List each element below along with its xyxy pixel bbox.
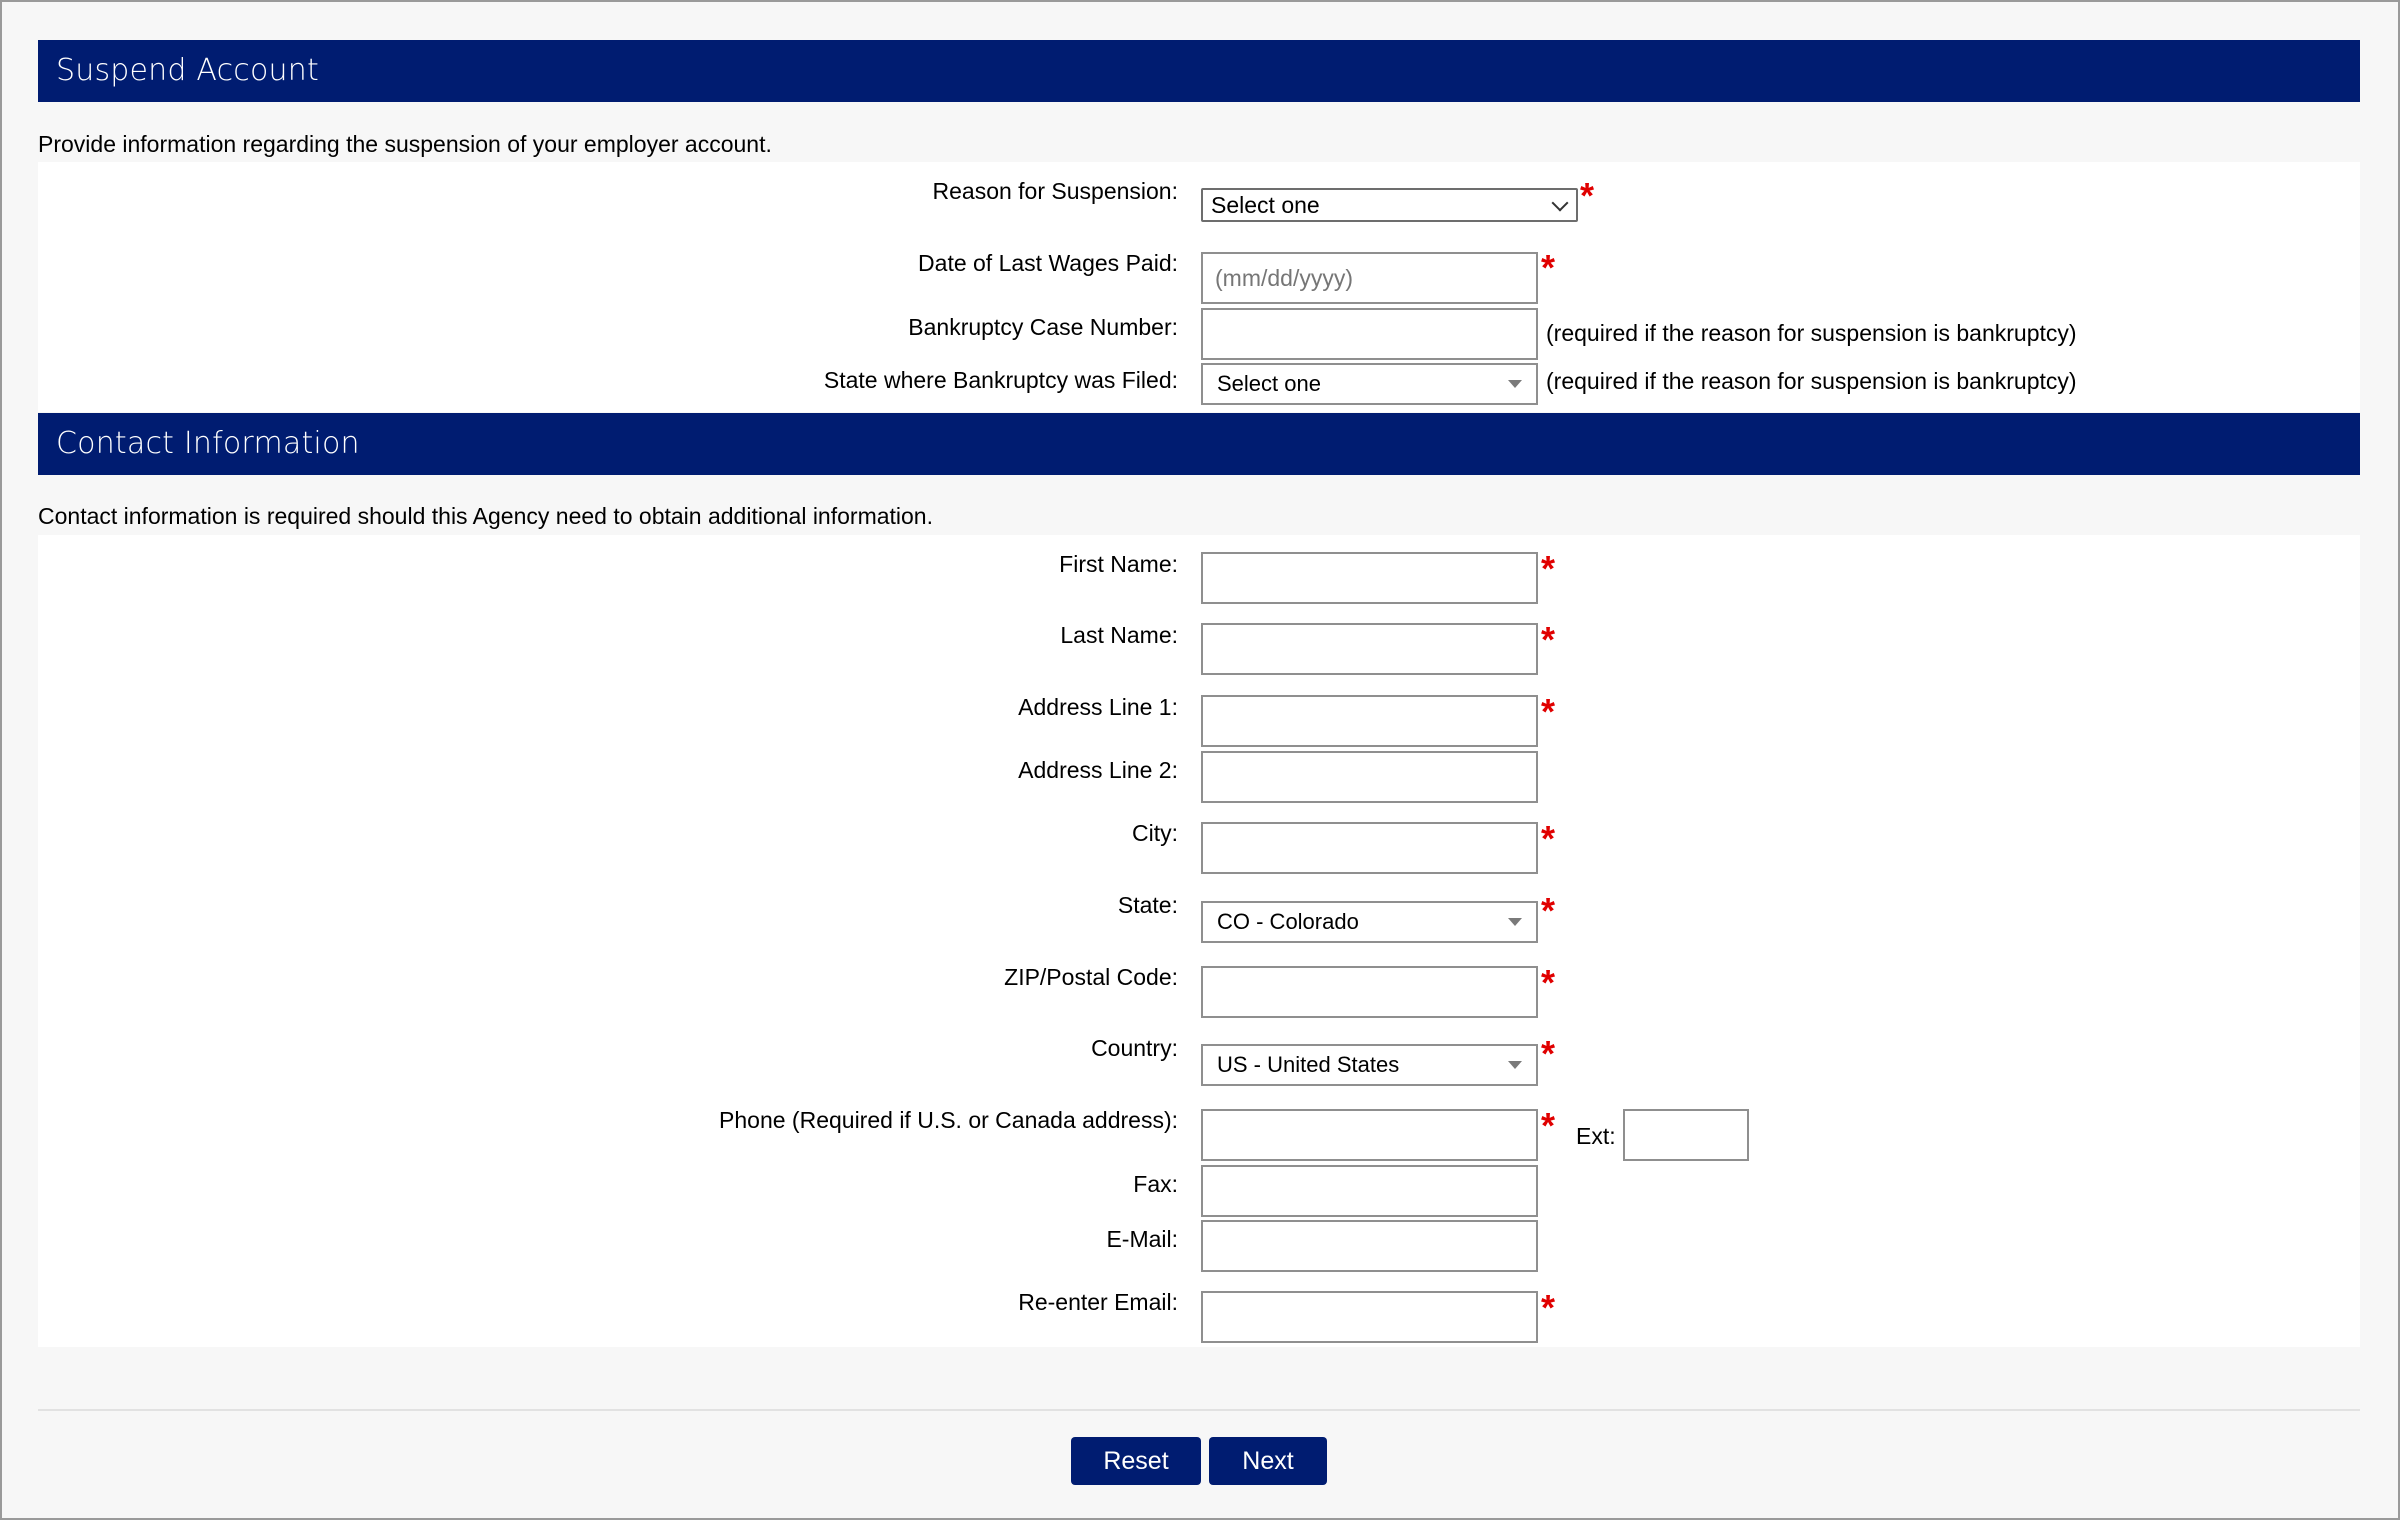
required-marker: * — [1541, 818, 1556, 859]
last-wages-date-input[interactable] — [1201, 252, 1538, 304]
required-marker: * — [1541, 619, 1556, 660]
reason-label: Reason for Suspension: — [932, 178, 1178, 204]
address-line-2-label: Address Line 2: — [1018, 757, 1178, 783]
country-select[interactable] — [1201, 1044, 1538, 1086]
required-marker: * — [1541, 1105, 1556, 1146]
ext-label: Ext: — [1576, 1123, 1616, 1149]
required-marker: * — [1541, 548, 1556, 589]
bankruptcy-state-label: State where Bankruptcy was Filed: — [823, 367, 1178, 393]
address-line-1-input[interactable] — [1201, 695, 1538, 747]
reset-button[interactable]: Reset — [1071, 1437, 1201, 1485]
footer-divider — [38, 1409, 2360, 1411]
bankruptcy-case-number-input[interactable] — [1201, 308, 1538, 360]
country-select-value: US - United States — [1217, 1052, 1400, 1077]
required-marker: * — [1541, 962, 1556, 1003]
first-name-label: First Name: — [1059, 551, 1178, 577]
next-button[interactable]: Next — [1209, 1437, 1327, 1485]
reason-select-value: Select one — [1211, 192, 1320, 218]
phone-input[interactable] — [1201, 1109, 1538, 1161]
caret-down-icon — [1508, 380, 1522, 388]
first-name-input[interactable] — [1201, 552, 1538, 604]
address-line-2-input[interactable] — [1201, 751, 1538, 803]
email-label: E-Mail: — [1106, 1226, 1178, 1252]
reason-select[interactable] — [1201, 188, 1578, 222]
phone-ext-input[interactable] — [1623, 1109, 1749, 1161]
case-number-label: Bankruptcy Case Number: — [908, 314, 1178, 340]
state-label: State: — [1117, 892, 1178, 918]
contact-intro-text: Contact information is required should this Agency need to obtain additional information. — [38, 503, 933, 529]
fax-label: Fax: — [1133, 1171, 1178, 1197]
state-select[interactable] — [1201, 901, 1538, 943]
zip-postal-code-input[interactable] — [1201, 966, 1538, 1018]
required-marker: * — [1541, 247, 1556, 288]
city-input[interactable] — [1201, 822, 1538, 874]
reenter-email-label: Re-enter Email: — [1018, 1289, 1178, 1315]
suspend-intro-text: Provide information regarding the suspension of your employer account. — [38, 131, 772, 157]
phone-label: Phone (Required if U.S. or Canada address): — [719, 1107, 1178, 1133]
last-wages-label: Date of Last Wages Paid: — [918, 250, 1178, 276]
reenter-email-input[interactable] — [1201, 1291, 1538, 1343]
chevron-down-icon — [1552, 195, 1569, 212]
required-marker: * — [1541, 1033, 1556, 1074]
bankruptcy-state-select[interactable] — [1201, 363, 1538, 405]
bankruptcy-state-select-value: Select one — [1217, 371, 1321, 396]
required-marker: * — [1541, 1287, 1556, 1328]
last-name-label: Last Name: — [1060, 622, 1178, 648]
city-label: City: — [1132, 820, 1178, 846]
contact-information-header: Contact Information — [38, 413, 2360, 475]
country-label: Country: — [1091, 1035, 1178, 1061]
email-input[interactable] — [1201, 1220, 1538, 1272]
required-marker: * — [1580, 175, 1595, 216]
state-select-value: CO - Colorado — [1217, 909, 1359, 934]
bankruptcy-state-hint: (required if the reason for suspension is bankruptcy) — [1546, 368, 2077, 394]
required-marker: * — [1541, 691, 1556, 732]
last-name-input[interactable] — [1201, 623, 1538, 675]
caret-down-icon — [1508, 1061, 1522, 1069]
suspend-account-header: Suspend Account — [38, 40, 2360, 102]
required-marker: * — [1541, 890, 1556, 931]
address-line-1-label: Address Line 1: — [1018, 694, 1178, 720]
caret-down-icon — [1508, 918, 1522, 926]
contact-form-panel — [38, 535, 2360, 1347]
case-number-hint: (required if the reason for suspension is bankruptcy) — [1546, 320, 2077, 346]
zip-label: ZIP/Postal Code: — [1004, 964, 1178, 990]
fax-input[interactable] — [1201, 1165, 1538, 1217]
